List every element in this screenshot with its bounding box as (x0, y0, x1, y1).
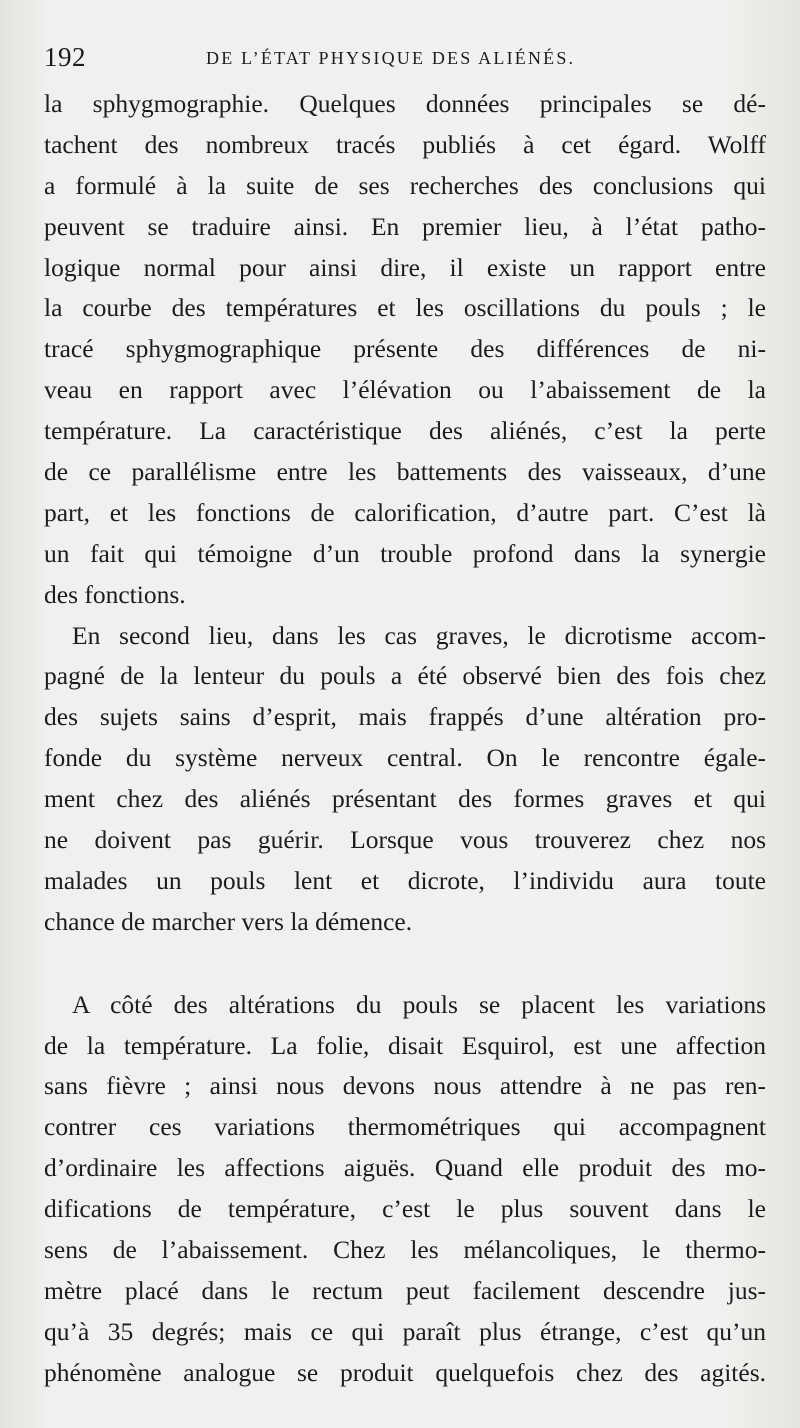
text-line: température. La caractéristique des aliénés, c’est la perte (44, 416, 766, 446)
text-line: logique normal pour ainsi dire, il existe un rapport entre (44, 252, 766, 282)
text-line: phénomène analogue se produit quelquefois chez des agités. (44, 1357, 766, 1387)
paragraph-3 (44, 985, 766, 1394)
text-line: a formulé à la suite de ses recherches des conclusions qui (44, 170, 766, 200)
text-line: un fait qui témoigne d’un trouble profond dans la synergie (44, 538, 766, 568)
section-gap (44, 943, 766, 985)
text-line: tachent des nombreux tracés publiés à cet égard. Wolff (44, 129, 766, 159)
text-line: peuvent se traduire ainsi. En premier lieu, à l’état patho- (44, 211, 766, 241)
page-number: 192 (44, 42, 86, 72)
paragraph-2 (44, 616, 766, 943)
paragraph-1 (44, 84, 766, 616)
text-line: pagné de la lenteur du pouls a été observé bien des fois chez (44, 661, 766, 691)
text-line: des fonctions. (44, 579, 186, 609)
text-line: difications de température, c’est le plus souvent dans le (44, 1194, 766, 1224)
text-line: de la température. La folie, disait Esquirol, est une affection (44, 1030, 766, 1060)
text-line: A côté des altérations du pouls se placent les variations (72, 989, 766, 1019)
text-line: contrer ces variations thermométriques qui accompagnent (44, 1112, 766, 1142)
text-line: la courbe des températures et les oscillations du pouls ; le (44, 293, 766, 323)
text-line: de ce parallélisme entre les battements des vaisseaux, d’une (44, 457, 766, 487)
text-line: sens de l’abaissement. Chez les mélancoliques, le thermo- (44, 1235, 766, 1265)
text-line: qu’à 35 degrés; mais ce qui paraît plus étrange, c’est qu’un (44, 1316, 766, 1346)
text-line: tracé sphygmographique présente des différences de ni- (44, 334, 766, 364)
text-line: la sphygmographie. Quelques données principales se dé- (44, 89, 766, 118)
text-line: ment chez des aliénés présentant des formes graves et qui (44, 784, 766, 814)
running-title: DE L’ÉTAT PHYSIQUE DES ALIÉNÉS. (206, 48, 576, 68)
text-line: malades un pouls lent et dicrote, l’individu aura toute (44, 865, 766, 895)
text-line: d’ordinaire les affections aiguës. Quand elle produit des mo- (44, 1153, 766, 1183)
body-text (44, 84, 766, 1394)
text-line: fonde du système nerveux central. On le rencontre égale- (44, 743, 766, 773)
text-line: chance de marcher vers la démence. (44, 906, 413, 936)
text-line: mètre placé dans le rectum peut facilement descendre jus- (44, 1275, 766, 1305)
text-line: sans fièvre ; ainsi nous devons nous attendre à ne pas ren- (44, 1071, 766, 1101)
text-line: des sujets sains d’esprit, mais frappés d’une altération pro- (44, 702, 766, 732)
page-header (44, 36, 760, 80)
text-line: part, et les fonctions de calorification, d’autre part. C’est là (44, 497, 766, 527)
text-line: En second lieu, dans les cas graves, le dicrotisme accom- (72, 620, 766, 650)
text-line: veau en rapport avec l’élévation ou l’abaissement de la (44, 375, 766, 405)
text-line: ne doivent pas guérir. Lorsque vous trouverez chez nos (44, 825, 766, 855)
